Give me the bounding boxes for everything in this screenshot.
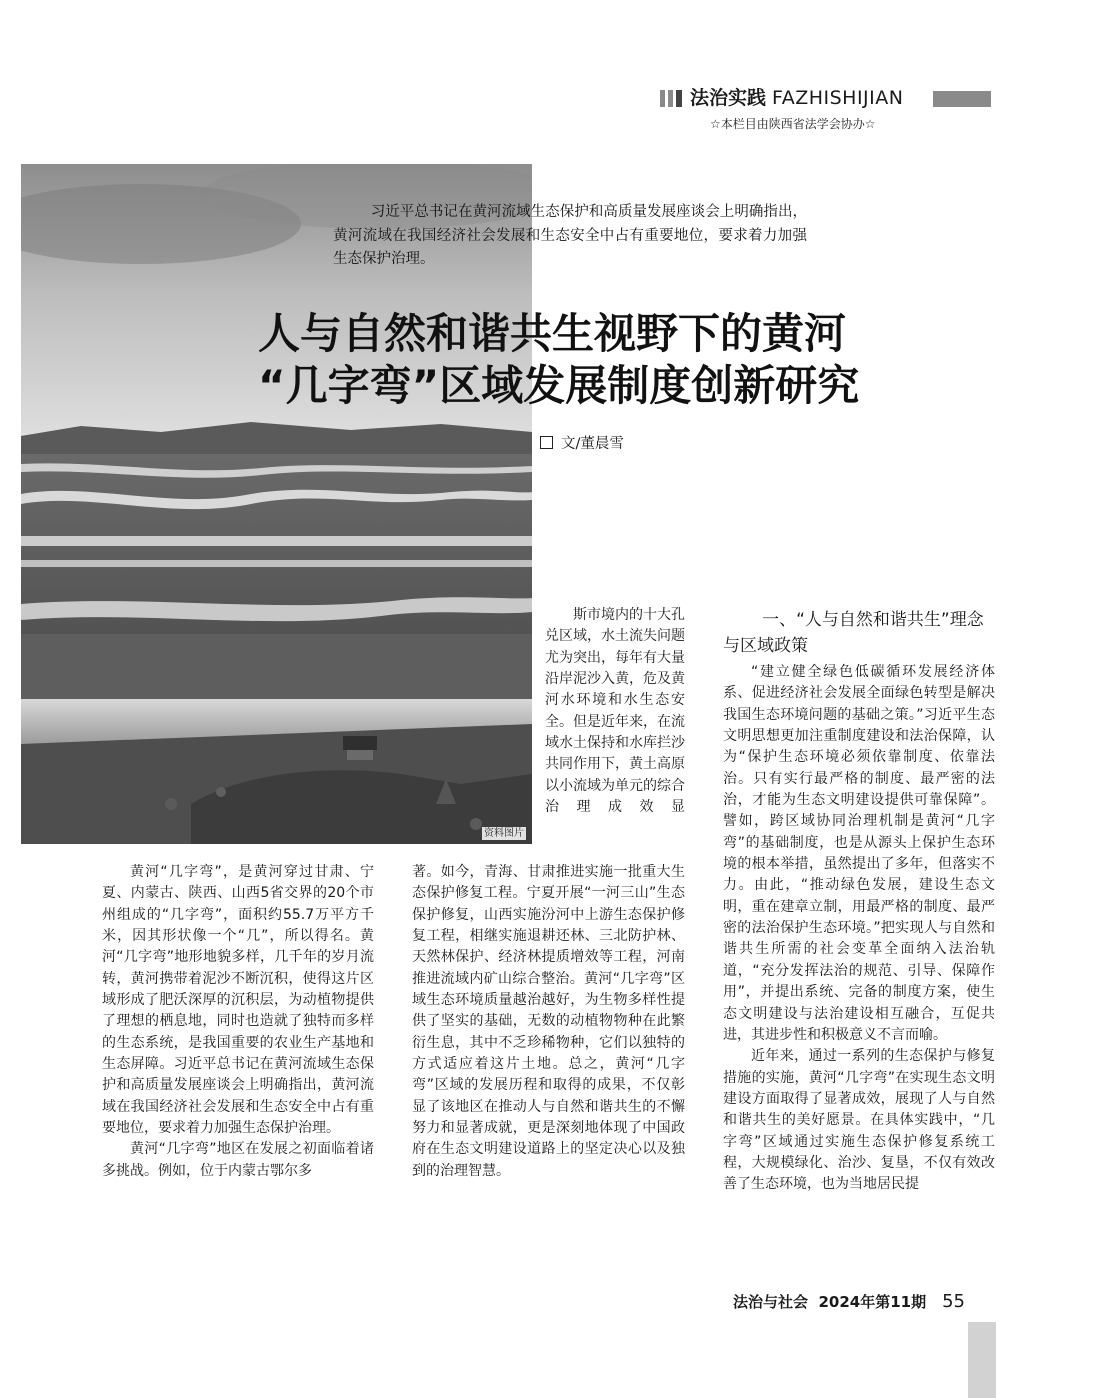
column-name-cn: 法治实践 [690,87,767,109]
byline-box-icon [540,436,553,449]
page-number: 55 [942,1291,965,1312]
footer-decor-strip [968,1322,996,1398]
body-column-3 [723,662,995,1196]
body-column-2-lower [412,862,685,1182]
page-footer [733,1291,965,1313]
intro-summary [333,201,807,272]
journal-name: 法治与社会 [733,1293,809,1311]
column-support-note: ☆本栏目由陕西省法学会协办☆ [710,117,876,131]
article-title [258,308,1018,412]
column-name-pinyin: FAZHISHIJIAN [772,87,904,109]
header-decor-bars [660,90,682,107]
body-paragraph: “建立健全绿色低碳循环发展经济体系、促进经济社会发展全面绿色转型是解决我国生态环境问题的基础之策。”习近平生态文明思想更加注重制度建设和法治保障，认为“保护生态环境必须依靠制度、依靠法治。只有实行最严格的制度、最严密的法治，才能为生态文明建设提供可靠保障”。譬如，跨区域协同治理机制是黄河“几字弯”的基础制度，也是从源头上保护生态环境的根本举措，虽然提出了多年，但落实不力。由此，“推动绿色发展，建设生态文明，重在建章立制，用最严格的制度、最严密的法治保护生态环境。”把实现人与自然和谐共生所需的社会变革全面纳入法治轨道，“充分发挥法治的规范、引导、保障作用”，并提出系统、完备的制度方案，使生态文明建设与法治建设相互融合，互促共进，其进步性和积极意义不言而喻。 [723,664,995,1043]
body-paragraph: 斯市境内的十大孔兑区域，水土流失问题尤为突出，每年有大量沿岸泥沙入黄，危及黄河水环境和水生态安全。但是近年来，在流域水土保持和水库拦沙共同作用下，黄土高原以小流域为单元的综合治理成效显 [545,607,685,816]
column-name [690,86,903,110]
byline-author: 文/董晨雪 [561,436,624,452]
section-heading-line2: 与区域政策 [723,636,808,656]
intro-text: 习近平总书记在黄河流域生态保护和高质量发展座谈会上明确指出，黄河流域在我国经济社会发展和生态安全中占有重要地位，要求着力加强生态保护治理。 [333,204,807,267]
body-column-2-upper [545,605,685,818]
body-paragraph: 黄河“几字弯”地区在发展之初面临着诸多挑战。例如，位于内蒙古鄂尔多 [102,1141,374,1179]
body-paragraph: 近年来，通过一系列的生态保护与修复措施的实施，黄河“几字弯”在实现生态文明建设方面取得了显著成效，展现了人与自然和谐共生的美好愿景。在具体实践中，“几字弯”区域通过实施生态保护修复系统工程，大规模绿化、治沙、复垦，不仅有效改善了生态环境，也为当地居民提 [723,1048,995,1193]
photo-credit: 资料图片 [484,828,524,839]
article-title-line2: “几字弯”区域发展制度创新研究 [258,361,860,410]
article-title-line1: 人与自然和谐共生视野下的黄河 [258,309,847,358]
header-decor-rule [933,91,991,107]
body-column-1 [102,862,374,1182]
body-paragraph: 著。如今，青海、甘肃推进实施一批重大生态保护修复工程。宁夏开展“一河三山”生态保护修复，山西实施汾河中上游生态保护修复工程，相继实施退耕还林、三北防护林、天然林保护、经济林提质增效等工程，河南推进流域内矿山综合整治。黄河“几字弯”区域生态环境质量越治越好，为生物多样性提供了坚实的基础，无数的动植物物种在此繁衍生息，其中不乏珍稀物种，它们以独特的方式适应着这片土地。总之，黄河“几字弯”区域的发展历程和取得的成果，不仅彰显了该地区在推动人与自然和谐共生的不懈努力和显著成就，更是深刻地体现了中国政府在生态文明建设道路上的坚定决心以及独到的治理智慧。 [412,864,685,1179]
byline [540,434,624,454]
section-heading-line1: 一、“人与自然和谐共生”理念 [762,610,984,630]
body-paragraph: 黄河“几字弯”，是黄河穿过甘肃、宁夏、内蒙古、陕西、山西5省交界的20个市州组成的“几字弯”，面积约55.7万平方千米，因其形状像一个“几”，所以得名。黄河“几字弯”地形地貌多样，几千年的岁月流转，黄河携带着泥沙不断沉积，使得这片区域形成了肥沃深厚的沉积层，为动植物提供了理想的栖息地，同时也造就了独特而多样的生态系统，是我国重要的农业生产基地和生态屏障。习近平总书记在黄河流域生态保护和高质量发展座谈会上明确指出，黄河流域在我国经济社会发展和生态安全中占有重要地位，要求着力加强生态保护治理。 [102,864,374,1137]
journal-issue: 2024年第11期 [818,1293,927,1311]
section-heading [723,607,995,659]
